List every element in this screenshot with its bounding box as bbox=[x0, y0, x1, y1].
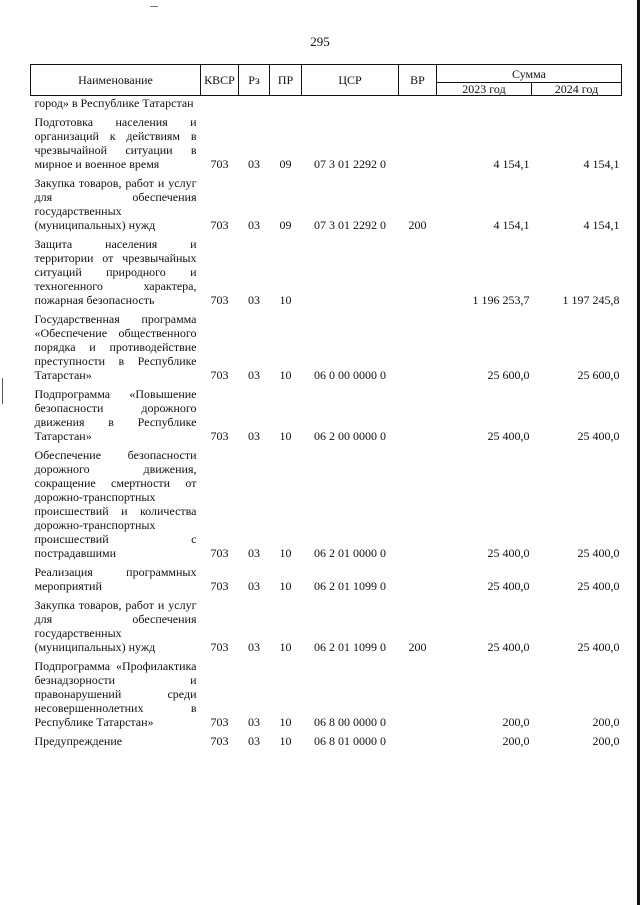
cell-kvsr: 703 bbox=[210, 218, 229, 232]
cell-csr: 06 2 00 0000 0 bbox=[314, 429, 386, 443]
cell-sum-2023: 200,0 bbox=[502, 734, 530, 748]
header-sum: Сумма bbox=[437, 65, 622, 83]
cell-name: Подпрограмма «Профилактика безнадзорности и правонарушений среди несовершеннолетних в Республике Татарстан» bbox=[34, 659, 197, 729]
cell-sum-2024: 4 154,1 bbox=[583, 157, 620, 171]
cell-sum-2024: 25 400,0 bbox=[577, 579, 620, 593]
cell-rz: 03 bbox=[248, 546, 260, 560]
cell-sum-2023: 200,0 bbox=[502, 715, 530, 729]
cell-kvsr: 703 bbox=[210, 368, 229, 382]
page-number: 295 bbox=[310, 34, 330, 49]
cell-sum-2024: 1 197 245,8 bbox=[562, 293, 620, 307]
cell-csr: 06 2 01 1099 0 bbox=[314, 579, 386, 593]
cell-name: Закупка товаров, работ и услуг для обеспечения государственных (муниципальных) нужд bbox=[34, 176, 197, 232]
cell-sum-2023: 4 154,1 bbox=[493, 218, 530, 232]
cell-pr: 10 bbox=[279, 579, 292, 593]
cell-name: Государственная программа «Обеспечение общественного порядка и противодействие преступности в Республике Татарстан» bbox=[34, 312, 197, 382]
cell-rz: 03 bbox=[248, 368, 260, 382]
cell-pr: 10 bbox=[279, 546, 292, 560]
table-row bbox=[31, 382, 622, 443]
cell-vr bbox=[399, 307, 437, 382]
cell-csr: 06 2 01 0000 0 bbox=[314, 546, 386, 560]
cell-sum-2023: 25 400,0 bbox=[487, 640, 530, 654]
cell-name: Предупреждение bbox=[34, 734, 123, 748]
cell-name: Закупка товаров, работ и услуг для обеспечения государственных (муниципальных) нужд bbox=[34, 598, 197, 654]
cell-pr: 10 bbox=[279, 368, 292, 382]
cell-name: Защита населения и территории от чрезвычайных ситуаций природного и техногенного характера, пожарная безопасность bbox=[34, 237, 197, 307]
cell-sum-2024: 25 400,0 bbox=[577, 429, 620, 443]
cell-csr bbox=[302, 232, 399, 307]
cell-pr: 10 bbox=[279, 293, 292, 307]
header-year-2023: 2023 год bbox=[437, 83, 532, 96]
header-pr: ПР bbox=[270, 65, 302, 96]
cell-pr: 10 bbox=[279, 715, 292, 729]
cell-kvsr bbox=[201, 96, 239, 111]
cell-rz: 03 bbox=[248, 429, 260, 443]
cell-name: Подготовка населения и организаций к действиям в чрезвычайной ситуации в мирное и военное время bbox=[34, 115, 197, 171]
cell-sum-2023: 25 600,0 bbox=[487, 368, 530, 382]
cell-sum-2024: 200,0 bbox=[592, 734, 620, 748]
cell-csr: 06 0 00 0000 0 bbox=[314, 368, 386, 382]
cell-rz: 03 bbox=[248, 579, 260, 593]
table-row bbox=[31, 110, 622, 171]
header-vr: ВР bbox=[399, 65, 437, 96]
cell-sum-2024 bbox=[532, 96, 622, 111]
cell-sum-2023: 25 400,0 bbox=[487, 579, 530, 593]
cell-vr bbox=[399, 654, 437, 729]
cell-vr bbox=[399, 729, 437, 748]
cell-csr: 06 8 00 0000 0 bbox=[314, 715, 386, 729]
cell-rz: 03 bbox=[248, 640, 260, 654]
cell-kvsr: 703 bbox=[210, 734, 229, 748]
table-row bbox=[31, 654, 622, 729]
cell-name: город» в Республике Татарстан bbox=[34, 96, 194, 110]
table-row bbox=[31, 232, 622, 307]
table-row bbox=[31, 443, 622, 560]
cell-vr: 200 bbox=[408, 218, 427, 232]
cell-pr: 10 bbox=[279, 640, 292, 654]
cell-csr: 07 3 01 2292 0 bbox=[314, 218, 386, 232]
cell-vr bbox=[399, 443, 437, 560]
cell-rz: 03 bbox=[248, 715, 260, 729]
header-kvsr: КВСР bbox=[201, 65, 239, 96]
cell-csr bbox=[302, 96, 399, 111]
cell-csr: 07 3 01 2292 0 bbox=[314, 157, 386, 171]
cell-vr bbox=[399, 560, 437, 593]
cell-pr: 10 bbox=[279, 734, 292, 748]
cell-vr bbox=[399, 110, 437, 171]
margin-mark bbox=[2, 378, 3, 404]
cell-pr bbox=[270, 96, 302, 111]
cell-vr bbox=[399, 382, 437, 443]
table-body bbox=[31, 96, 622, 749]
cell-sum-2024: 25 600,0 bbox=[577, 368, 620, 382]
cell-sum-2023: 25 400,0 bbox=[487, 546, 530, 560]
scan-mark bbox=[150, 6, 158, 7]
header-rz: Рз bbox=[239, 65, 270, 96]
cell-pr: 09 bbox=[279, 218, 292, 232]
table-row bbox=[31, 96, 622, 111]
cell-sum-2023: 1 196 253,7 bbox=[472, 293, 530, 307]
cell-kvsr: 703 bbox=[210, 640, 229, 654]
cell-sum-2024: 25 400,0 bbox=[577, 640, 620, 654]
cell-vr bbox=[399, 232, 437, 307]
cell-pr: 09 bbox=[279, 157, 292, 171]
header-year-2024: 2024 год bbox=[532, 83, 622, 96]
cell-kvsr: 703 bbox=[210, 429, 229, 443]
budget-table bbox=[30, 64, 622, 748]
cell-sum-2023 bbox=[437, 96, 532, 111]
cell-vr: 200 bbox=[408, 640, 427, 654]
cell-name: Подпрограмма «Повышение безопасности дорожного движения в Республике Татарстан» bbox=[34, 387, 197, 443]
cell-rz: 03 bbox=[248, 293, 260, 307]
cell-sum-2023: 4 154,1 bbox=[493, 157, 530, 171]
cell-rz: 03 bbox=[248, 734, 260, 748]
cell-kvsr: 703 bbox=[210, 579, 229, 593]
cell-kvsr: 703 bbox=[210, 715, 229, 729]
header-name: Наименование bbox=[31, 65, 201, 96]
cell-rz: 03 bbox=[248, 157, 260, 171]
cell-sum-2023: 25 400,0 bbox=[487, 429, 530, 443]
header-csr: ЦСР bbox=[302, 65, 399, 96]
cell-sum-2024: 200,0 bbox=[592, 715, 620, 729]
table-row bbox=[31, 593, 622, 654]
cell-vr bbox=[399, 96, 437, 111]
table-row bbox=[31, 307, 622, 382]
table-row bbox=[31, 560, 622, 593]
cell-csr: 06 8 01 0000 0 bbox=[314, 734, 386, 748]
cell-kvsr: 703 bbox=[210, 546, 229, 560]
table-row bbox=[31, 171, 622, 232]
cell-kvsr: 703 bbox=[210, 157, 229, 171]
cell-pr: 10 bbox=[279, 429, 292, 443]
cell-csr: 06 2 01 1099 0 bbox=[314, 640, 386, 654]
cell-name: Обеспечение безопасности дорожного движения, сокращение смертности от дорожно-транспортных происшествий и количества дорожно-транспортных происшествий с пострадавшими bbox=[34, 448, 197, 560]
cell-sum-2024: 25 400,0 bbox=[577, 546, 620, 560]
cell-kvsr: 703 bbox=[210, 293, 229, 307]
cell-sum-2024: 4 154,1 bbox=[583, 218, 620, 232]
cell-rz: 03 bbox=[248, 218, 260, 232]
cell-rz bbox=[239, 96, 270, 111]
cell-name: Реализация программных мероприятий bbox=[34, 565, 197, 593]
table-row bbox=[31, 729, 622, 748]
